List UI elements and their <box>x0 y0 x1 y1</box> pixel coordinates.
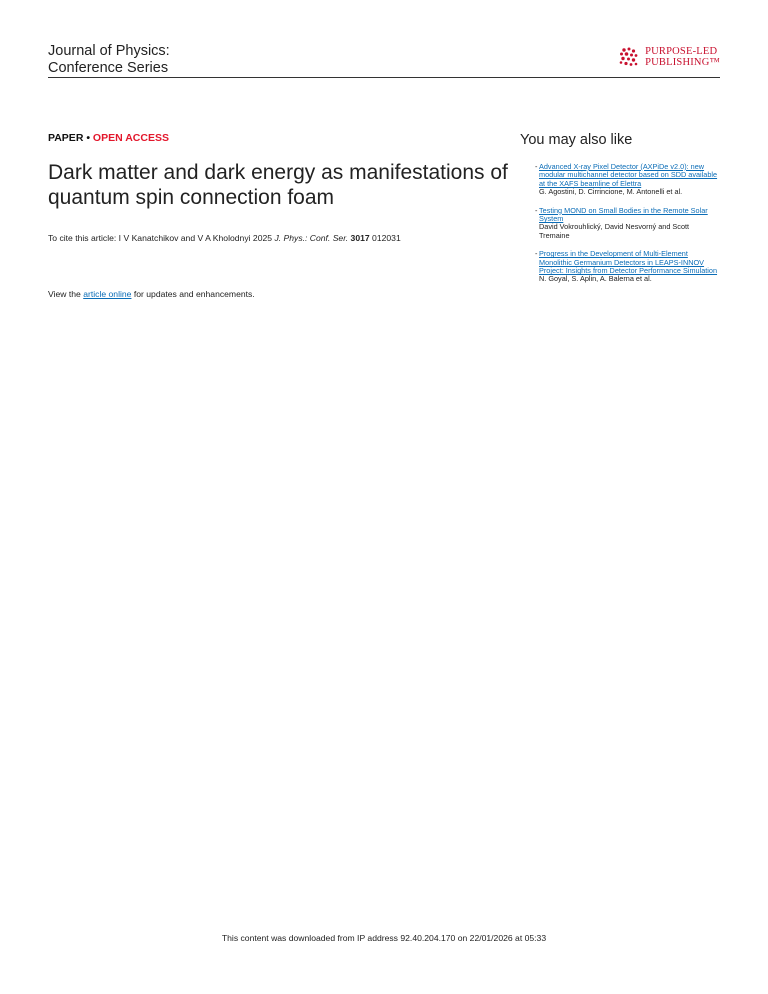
related-item-authors: N. Goyal, S. Aplin, A. Balerna et al. <box>539 274 652 284</box>
publisher-logo[interactable] <box>618 46 720 68</box>
related-list <box>520 163 720 284</box>
paper-label: PAPER • <box>48 132 93 144</box>
citation <box>48 233 508 243</box>
article-online-link[interactable]: article online <box>83 289 132 299</box>
header-divider <box>48 77 720 78</box>
related-heading: You may also like <box>520 132 633 148</box>
article-type-label <box>48 132 508 144</box>
journal-title-line1: Journal of Physics: <box>48 43 170 59</box>
view-online-suffix: for updates and enhancements. <box>131 289 255 299</box>
related-item-authors: G. Agostini, D. Cirrincione, M. Antonelli et al. <box>539 187 683 197</box>
citation-volume: 3017 <box>350 233 370 243</box>
list-bullet: - <box>535 249 538 259</box>
citation-prefix: To cite this article: I V Kanatchikov and V A Kholodnyi 2025 <box>48 233 275 243</box>
download-footer: This content was downloaded from IP address 92.40.204.170 on 22/01/2026 at 05:33 <box>221 933 547 943</box>
citation-article-number: 012031 <box>369 233 401 243</box>
related-item <box>520 207 720 241</box>
citation-journal: J. Phys.: Conf. Ser. <box>274 233 349 243</box>
purpose-led-logo-icon <box>618 46 640 68</box>
publisher-name-line1: PURPOSE-LED <box>645 46 718 57</box>
related-item <box>520 250 720 284</box>
related-item-link[interactable]: Progress in the Development of Multi-Element Monolithic Germanium Detectors in LEAPS-INNOV Project: Insights from Detector Performance Simulation <box>539 249 718 276</box>
related-item-authors: David Vokrouhlický, David Nesvorný and Scott Tremaine <box>539 222 690 240</box>
journal-title[interactable] <box>48 43 170 77</box>
related-item <box>520 163 720 197</box>
related-item-link[interactable]: Testing MOND on Small Bodies in the Remote Solar System <box>539 205 708 224</box>
open-access-label: OPEN ACCESS <box>92 132 169 144</box>
list-bullet: - <box>535 162 538 171</box>
list-bullet: - <box>535 205 538 215</box>
publisher-name <box>645 46 720 68</box>
page-header <box>48 43 720 77</box>
view-online-note <box>48 289 508 299</box>
related-articles <box>520 132 720 294</box>
article-title: Dark matter and dark energy as manifestations of quantum spin connection foam <box>48 161 508 209</box>
article-info <box>48 132 508 299</box>
journal-title-line2: Conference Series <box>48 60 169 76</box>
view-online-prefix: View the <box>48 289 84 299</box>
related-item-link[interactable]: Advanced X-ray Pixel Detector (AXPiDe v2.0): new modular multichannel detector based on SDD available at the XAFS beamline of Elettra <box>539 162 718 188</box>
publisher-name-line2: PUBLISHING™ <box>645 57 720 68</box>
